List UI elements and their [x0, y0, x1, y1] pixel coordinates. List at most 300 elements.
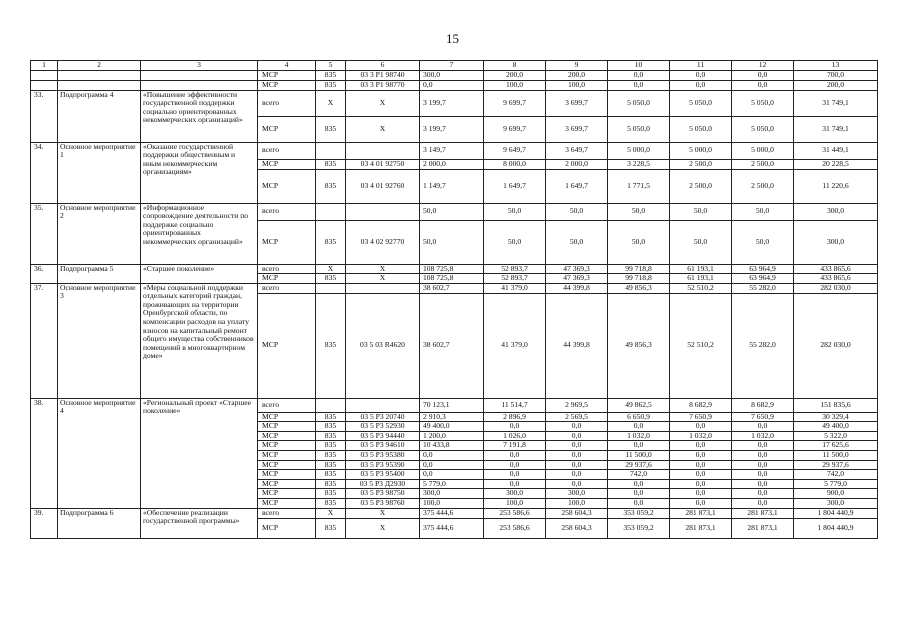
- table-row: [31, 80, 878, 90]
- source-cell: МСР: [258, 460, 316, 470]
- budget-code-cell: 03 5 Р3 Д2930: [346, 479, 420, 489]
- source-cell: МСР: [258, 470, 316, 480]
- year-value-cell: 0,0: [420, 451, 484, 461]
- year-value-cell: 2 500,0: [670, 169, 732, 203]
- year-value-cell: 1 649,7: [546, 169, 608, 203]
- budget-code-cell: 03 5 Р3 98760: [346, 498, 420, 508]
- source-cell: МСР: [258, 489, 316, 499]
- year-value-cell: 258 604,3: [546, 518, 608, 538]
- year-value-cell: 0,0: [670, 460, 732, 470]
- total-value-cell: 5 779,0: [794, 479, 878, 489]
- total-value-cell: 31 749,1: [794, 116, 878, 142]
- year-value-cell: 5 050,0: [732, 90, 794, 116]
- year-value-cell: 300,0: [546, 489, 608, 499]
- column-header: 11: [670, 61, 732, 71]
- year-value-cell: 2 500,0: [732, 159, 794, 169]
- source-cell: МСР: [258, 431, 316, 441]
- year-value-cell: 281 873,1: [670, 508, 732, 518]
- year-value-cell: 253 586,6: [484, 508, 546, 518]
- total-value-cell: 31 449,1: [794, 142, 878, 159]
- total-value-cell: 17 625,6: [794, 441, 878, 451]
- year-value-cell: 0,0: [484, 470, 546, 480]
- source-cell: всего: [258, 203, 316, 220]
- year-value-cell: 7 650,9: [670, 412, 732, 422]
- ministry-code-cell: 835: [316, 274, 346, 284]
- year-value-cell: 300,0: [420, 70, 484, 80]
- budget-code-cell: 03 3 Р1 98740: [346, 70, 420, 80]
- ministry-code-cell: 835: [316, 293, 346, 398]
- column-header: 9: [546, 61, 608, 71]
- year-value-cell: 0,0: [732, 470, 794, 480]
- budget-code-cell: [346, 283, 420, 293]
- year-value-cell: 7 650,9: [732, 412, 794, 422]
- column-header: 2: [58, 61, 141, 71]
- year-value-cell: 0,0: [732, 441, 794, 451]
- ministry-code-cell: 835: [316, 159, 346, 169]
- year-value-cell: 8 682,9: [670, 398, 732, 412]
- row-number: [31, 70, 58, 80]
- year-value-cell: 0,0: [546, 441, 608, 451]
- year-value-cell: 8 000,0: [484, 159, 546, 169]
- row-number: 36.: [31, 264, 58, 283]
- source-cell: МСР: [258, 220, 316, 264]
- year-value-cell: 0,0: [732, 460, 794, 470]
- year-value-cell: 0,0: [546, 460, 608, 470]
- budget-code-cell: Х: [346, 264, 420, 274]
- year-value-cell: 9 699,7: [484, 90, 546, 116]
- year-value-cell: 11 514,7: [484, 398, 546, 412]
- year-value-cell: 99 718,8: [608, 264, 670, 274]
- ministry-code-cell: 835: [316, 451, 346, 461]
- source-cell: МСР: [258, 412, 316, 422]
- year-value-cell: 50,0: [546, 203, 608, 220]
- ministry-code-cell: Х: [316, 508, 346, 518]
- total-value-cell: 433 865,6: [794, 274, 878, 284]
- total-value-cell: 700,0: [794, 70, 878, 80]
- year-value-cell: 5 000,0: [608, 142, 670, 159]
- year-value-cell: 5 050,0: [670, 90, 732, 116]
- program-title: «Меры социальной поддержки отдельных категорий граждан, проживающих на территории Оренбургской области, по компенсации расходов на уплату взносов на капитальный ремонт общего имущества собственников помещений в многоквартирном доме»: [141, 283, 258, 398]
- budget-code-cell: 03 4 02 92770: [346, 220, 420, 264]
- year-value-cell: 50,0: [732, 203, 794, 220]
- column-header-row: [31, 61, 878, 71]
- year-value-cell: 281 873,1: [670, 518, 732, 538]
- total-value-cell: 433 865,6: [794, 264, 878, 274]
- source-cell: МСР: [258, 451, 316, 461]
- year-value-cell: 38 602,7: [420, 283, 484, 293]
- budget-code-cell: 03 5 Р3 94610: [346, 441, 420, 451]
- year-value-cell: 49 862,5: [608, 398, 670, 412]
- ministry-code-cell: 835: [316, 498, 346, 508]
- program-title: [141, 70, 258, 80]
- budget-code-cell: Х: [346, 508, 420, 518]
- budget-code-cell: Х: [346, 116, 420, 142]
- year-value-cell: 0,0: [484, 460, 546, 470]
- total-value-cell: 200,0: [794, 80, 878, 90]
- source-cell: всего: [258, 142, 316, 159]
- year-value-cell: 0,0: [546, 451, 608, 461]
- ministry-code-cell: 835: [316, 116, 346, 142]
- ministry-code-cell: [316, 142, 346, 159]
- year-value-cell: 100,0: [484, 498, 546, 508]
- budget-code-cell: Х: [346, 90, 420, 116]
- budget-code-cell: 03 5 Р3 95400: [346, 470, 420, 480]
- year-value-cell: 3 699,7: [546, 116, 608, 142]
- year-value-cell: 29 937,6: [608, 460, 670, 470]
- year-value-cell: 50,0: [484, 220, 546, 264]
- year-value-cell: 2 000,0: [420, 159, 484, 169]
- year-value-cell: 0,0: [608, 489, 670, 499]
- year-value-cell: 7 191,8: [484, 441, 546, 451]
- year-value-cell: 52 893,7: [484, 274, 546, 284]
- year-value-cell: 353 059,2: [608, 508, 670, 518]
- source-cell: МСР: [258, 274, 316, 284]
- total-value-cell: 300,0: [794, 203, 878, 220]
- year-value-cell: 1 149,7: [420, 169, 484, 203]
- year-value-cell: 55 282,0: [732, 293, 794, 398]
- year-value-cell: 1 032,0: [608, 431, 670, 441]
- year-value-cell: 100,0: [546, 80, 608, 90]
- budget-table: [30, 60, 878, 539]
- year-value-cell: 0,0: [670, 80, 732, 90]
- year-value-cell: 3 199,7: [420, 90, 484, 116]
- year-value-cell: 375 444,6: [420, 508, 484, 518]
- column-header: 4: [258, 61, 316, 71]
- year-value-cell: 55 282,0: [732, 283, 794, 293]
- budget-code-cell: 03 5 Р3 52930: [346, 422, 420, 432]
- source-cell: МСР: [258, 169, 316, 203]
- year-value-cell: 8 682,9: [732, 398, 794, 412]
- year-value-cell: 1 649,7: [484, 169, 546, 203]
- total-value-cell: 151 835,6: [794, 398, 878, 412]
- year-value-cell: 61 193,1: [670, 264, 732, 274]
- year-value-cell: 44 399,8: [546, 283, 608, 293]
- year-value-cell: 50,0: [420, 220, 484, 264]
- year-value-cell: 5 779,0: [420, 479, 484, 489]
- source-cell: всего: [258, 90, 316, 116]
- table-row: [31, 508, 878, 518]
- program-name: Подпрограмма 5: [58, 264, 141, 283]
- ministry-code-cell: [316, 398, 346, 412]
- year-value-cell: 3 199,7: [420, 116, 484, 142]
- year-value-cell: 300,0: [484, 489, 546, 499]
- year-value-cell: 0,0: [670, 498, 732, 508]
- program-name: Подпрограмма 6: [58, 508, 141, 538]
- year-value-cell: 0,0: [484, 479, 546, 489]
- source-cell: МСР: [258, 70, 316, 80]
- budget-code-cell: 03 4 01 92760: [346, 169, 420, 203]
- column-header: 8: [484, 61, 546, 71]
- year-value-cell: 353 059,2: [608, 518, 670, 538]
- total-value-cell: 300,0: [794, 498, 878, 508]
- year-value-cell: 10 433,8: [420, 441, 484, 451]
- budget-code-cell: [346, 142, 420, 159]
- budget-code-cell: 03 3 Р1 98770: [346, 80, 420, 90]
- year-value-cell: 281 873,1: [732, 508, 794, 518]
- ministry-code-cell: 835: [316, 479, 346, 489]
- program-title: «Старшее поколение»: [141, 264, 258, 283]
- budget-code-cell: 03 5 Р3 95380: [346, 451, 420, 461]
- ministry-code-cell: 835: [316, 441, 346, 451]
- year-value-cell: 9 649,7: [484, 142, 546, 159]
- year-value-cell: 108 725,8: [420, 264, 484, 274]
- year-value-cell: 0,0: [608, 80, 670, 90]
- year-value-cell: 0,0: [546, 479, 608, 489]
- budget-code-cell: [346, 203, 420, 220]
- year-value-cell: 253 586,6: [484, 518, 546, 538]
- table-row: [31, 283, 878, 293]
- year-value-cell: 47 369,3: [546, 274, 608, 284]
- year-value-cell: 41 379,0: [484, 283, 546, 293]
- column-header: 5: [316, 61, 346, 71]
- program-title: «Региональный проект «Старшее поколение»: [141, 398, 258, 508]
- year-value-cell: 1 032,0: [670, 431, 732, 441]
- column-header: 7: [420, 61, 484, 71]
- budget-code-cell: 03 4 01 92750: [346, 159, 420, 169]
- year-value-cell: 0,0: [670, 479, 732, 489]
- year-value-cell: 5 050,0: [732, 116, 794, 142]
- year-value-cell: 38 602,7: [420, 293, 484, 398]
- year-value-cell: 1 200,0: [420, 431, 484, 441]
- total-value-cell: 20 228,5: [794, 159, 878, 169]
- program-name: [58, 70, 141, 80]
- year-value-cell: 50,0: [608, 203, 670, 220]
- year-value-cell: 0,0: [732, 451, 794, 461]
- year-value-cell: 200,0: [546, 70, 608, 80]
- budget-code-cell: 03 5 Р3 94440: [346, 431, 420, 441]
- ministry-code-cell: [316, 283, 346, 293]
- year-value-cell: 0,0: [420, 80, 484, 90]
- year-value-cell: 70 123,1: [420, 398, 484, 412]
- page-number: 15: [446, 31, 459, 46]
- source-cell: МСР: [258, 518, 316, 538]
- ministry-code-cell: 835: [316, 422, 346, 432]
- year-value-cell: 0,0: [484, 422, 546, 432]
- year-value-cell: 0,0: [670, 441, 732, 451]
- year-value-cell: 6 650,9: [608, 412, 670, 422]
- total-value-cell: 300,0: [794, 220, 878, 264]
- year-value-cell: 0,0: [670, 70, 732, 80]
- year-value-cell: 0,0: [670, 489, 732, 499]
- total-value-cell: 282 030,0: [794, 293, 878, 398]
- year-value-cell: 61 193,1: [670, 274, 732, 284]
- year-value-cell: 52 510,2: [670, 283, 732, 293]
- year-value-cell: 5 000,0: [670, 142, 732, 159]
- year-value-cell: 2 500,0: [732, 169, 794, 203]
- year-value-cell: 0,0: [732, 479, 794, 489]
- ministry-code-cell: 835: [316, 460, 346, 470]
- program-title: «Обеспечение реализации государственной программы»: [141, 508, 258, 538]
- row-number: 34.: [31, 142, 58, 203]
- ministry-code-cell: 835: [316, 470, 346, 480]
- source-cell: МСР: [258, 441, 316, 451]
- budget-code-cell: 03 5 Р3 98750: [346, 489, 420, 499]
- source-cell: всего: [258, 508, 316, 518]
- year-value-cell: 108 725,8: [420, 274, 484, 284]
- table-row: [31, 203, 878, 220]
- year-value-cell: 50,0: [546, 220, 608, 264]
- total-value-cell: 5 322,0: [794, 431, 878, 441]
- year-value-cell: 49 856,3: [608, 283, 670, 293]
- budget-code-cell: Х: [346, 518, 420, 538]
- year-value-cell: 0,0: [546, 470, 608, 480]
- year-value-cell: 375 444,6: [420, 518, 484, 538]
- source-cell: МСР: [258, 293, 316, 398]
- budget-code-cell: Х: [346, 274, 420, 284]
- year-value-cell: 742,0: [608, 470, 670, 480]
- year-value-cell: 3 699,7: [546, 90, 608, 116]
- year-value-cell: 0,0: [670, 470, 732, 480]
- year-value-cell: 0,0: [608, 441, 670, 451]
- source-cell: всего: [258, 264, 316, 274]
- year-value-cell: 3 228,5: [608, 159, 670, 169]
- source-cell: всего: [258, 283, 316, 293]
- column-header: 10: [608, 61, 670, 71]
- program-name: Основное мероприятие 2: [58, 203, 141, 264]
- year-value-cell: 11 500,0: [608, 451, 670, 461]
- column-header: 12: [732, 61, 794, 71]
- year-value-cell: 2 896,9: [484, 412, 546, 422]
- program-title: «Оказание государственной поддержки общественным и иным некоммерческим организациям»: [141, 142, 258, 203]
- program-title: «Информационное сопровождение деятельности по поддержке социально ориентированных некоммерческих организаций»: [141, 203, 258, 264]
- year-value-cell: 281 873,1: [732, 518, 794, 538]
- row-number: 35.: [31, 203, 58, 264]
- year-value-cell: 5 050,0: [670, 116, 732, 142]
- column-header: 1: [31, 61, 58, 71]
- year-value-cell: 100,0: [484, 80, 546, 90]
- source-cell: МСР: [258, 80, 316, 90]
- year-value-cell: 258 604,3: [546, 508, 608, 518]
- source-cell: МСР: [258, 498, 316, 508]
- total-value-cell: 282 030,0: [794, 283, 878, 293]
- year-value-cell: 1 771,5: [608, 169, 670, 203]
- year-value-cell: 52 510,2: [670, 293, 732, 398]
- year-value-cell: 50,0: [420, 203, 484, 220]
- year-value-cell: 44 399,8: [546, 293, 608, 398]
- ministry-code-cell: 835: [316, 489, 346, 499]
- budget-code-cell: 03 5 03 R4620: [346, 293, 420, 398]
- year-value-cell: 49 400,0: [420, 422, 484, 432]
- year-value-cell: 0,0: [732, 498, 794, 508]
- year-value-cell: 0,0: [732, 70, 794, 80]
- year-value-cell: 3 649,7: [546, 142, 608, 159]
- column-header: 3: [141, 61, 258, 71]
- year-value-cell: 2 969,5: [546, 398, 608, 412]
- year-value-cell: 0,0: [732, 489, 794, 499]
- row-number: 38.: [31, 398, 58, 508]
- year-value-cell: 0,0: [670, 422, 732, 432]
- year-value-cell: 2 000,0: [546, 159, 608, 169]
- year-value-cell: 5 050,0: [608, 116, 670, 142]
- row-number: 39.: [31, 508, 58, 538]
- year-value-cell: 1 026,0: [484, 431, 546, 441]
- year-value-cell: 0,0: [732, 80, 794, 90]
- table-row: [31, 142, 878, 159]
- year-value-cell: 100,0: [546, 498, 608, 508]
- year-value-cell: 0,0: [608, 479, 670, 489]
- year-value-cell: 0,0: [484, 451, 546, 461]
- year-value-cell: 0,0: [546, 431, 608, 441]
- total-value-cell: 1 804 440,9: [794, 518, 878, 538]
- year-value-cell: 0,0: [608, 70, 670, 80]
- ministry-code-cell: [316, 203, 346, 220]
- year-value-cell: 300,0: [420, 489, 484, 499]
- year-value-cell: 50,0: [732, 220, 794, 264]
- program-title: [141, 80, 258, 90]
- column-header: 6: [346, 61, 420, 71]
- row-number: [31, 80, 58, 90]
- source-cell: всего: [258, 398, 316, 412]
- column-header: 13: [794, 61, 878, 71]
- ministry-code-cell: Х: [316, 264, 346, 274]
- year-value-cell: 50,0: [484, 203, 546, 220]
- budget-code-cell: 03 5 Р3 95390: [346, 460, 420, 470]
- program-name: Подпрограмма 4: [58, 90, 141, 142]
- year-value-cell: 63 964,9: [732, 274, 794, 284]
- year-value-cell: 41 379,0: [484, 293, 546, 398]
- year-value-cell: 2 500,0: [670, 159, 732, 169]
- total-value-cell: 29 937,6: [794, 460, 878, 470]
- year-value-cell: 0,0: [608, 422, 670, 432]
- year-value-cell: 0,0: [670, 451, 732, 461]
- year-value-cell: 52 893,7: [484, 264, 546, 274]
- total-value-cell: 1 804 440,9: [794, 508, 878, 518]
- year-value-cell: 9 699,7: [484, 116, 546, 142]
- total-value-cell: 30 329,4: [794, 412, 878, 422]
- year-value-cell: 5 050,0: [608, 90, 670, 116]
- year-value-cell: 0,0: [732, 422, 794, 432]
- year-value-cell: 47 369,3: [546, 264, 608, 274]
- year-value-cell: 5 000,0: [732, 142, 794, 159]
- table-row: [31, 90, 878, 116]
- ministry-code-cell: 835: [316, 518, 346, 538]
- row-number: 37.: [31, 283, 58, 398]
- program-name: [58, 80, 141, 90]
- year-value-cell: 2 910,3: [420, 412, 484, 422]
- total-value-cell: 11 500,0: [794, 451, 878, 461]
- year-value-cell: 50,0: [670, 203, 732, 220]
- year-value-cell: 200,0: [484, 70, 546, 80]
- ministry-code-cell: 835: [316, 220, 346, 264]
- table-row: [31, 264, 878, 274]
- year-value-cell: 63 964,9: [732, 264, 794, 274]
- year-value-cell: 2 569,5: [546, 412, 608, 422]
- source-cell: МСР: [258, 479, 316, 489]
- table-row: [31, 70, 878, 80]
- program-name: Основное мероприятие 4: [58, 398, 141, 508]
- ministry-code-cell: 835: [316, 70, 346, 80]
- year-value-cell: 49 856,3: [608, 293, 670, 398]
- year-value-cell: 0,0: [608, 498, 670, 508]
- source-cell: МСР: [258, 159, 316, 169]
- year-value-cell: 0,0: [420, 460, 484, 470]
- budget-code-cell: [346, 398, 420, 412]
- year-value-cell: 50,0: [670, 220, 732, 264]
- ministry-code-cell: 835: [316, 80, 346, 90]
- source-cell: МСР: [258, 116, 316, 142]
- table-row: [31, 398, 878, 412]
- year-value-cell: 0,0: [546, 422, 608, 432]
- ministry-code-cell: 835: [316, 169, 346, 203]
- year-value-cell: 100,0: [420, 498, 484, 508]
- total-value-cell: 49 400,0: [794, 422, 878, 432]
- program-name: Основное мероприятие 3: [58, 283, 141, 398]
- program-title: «Повышение эффективности государственной поддержки социально ориентированных некоммерческих организаций»: [141, 90, 258, 142]
- ministry-code-cell: 835: [316, 412, 346, 422]
- year-value-cell: 50,0: [608, 220, 670, 264]
- total-value-cell: 742,0: [794, 470, 878, 480]
- source-cell: МСР: [258, 422, 316, 432]
